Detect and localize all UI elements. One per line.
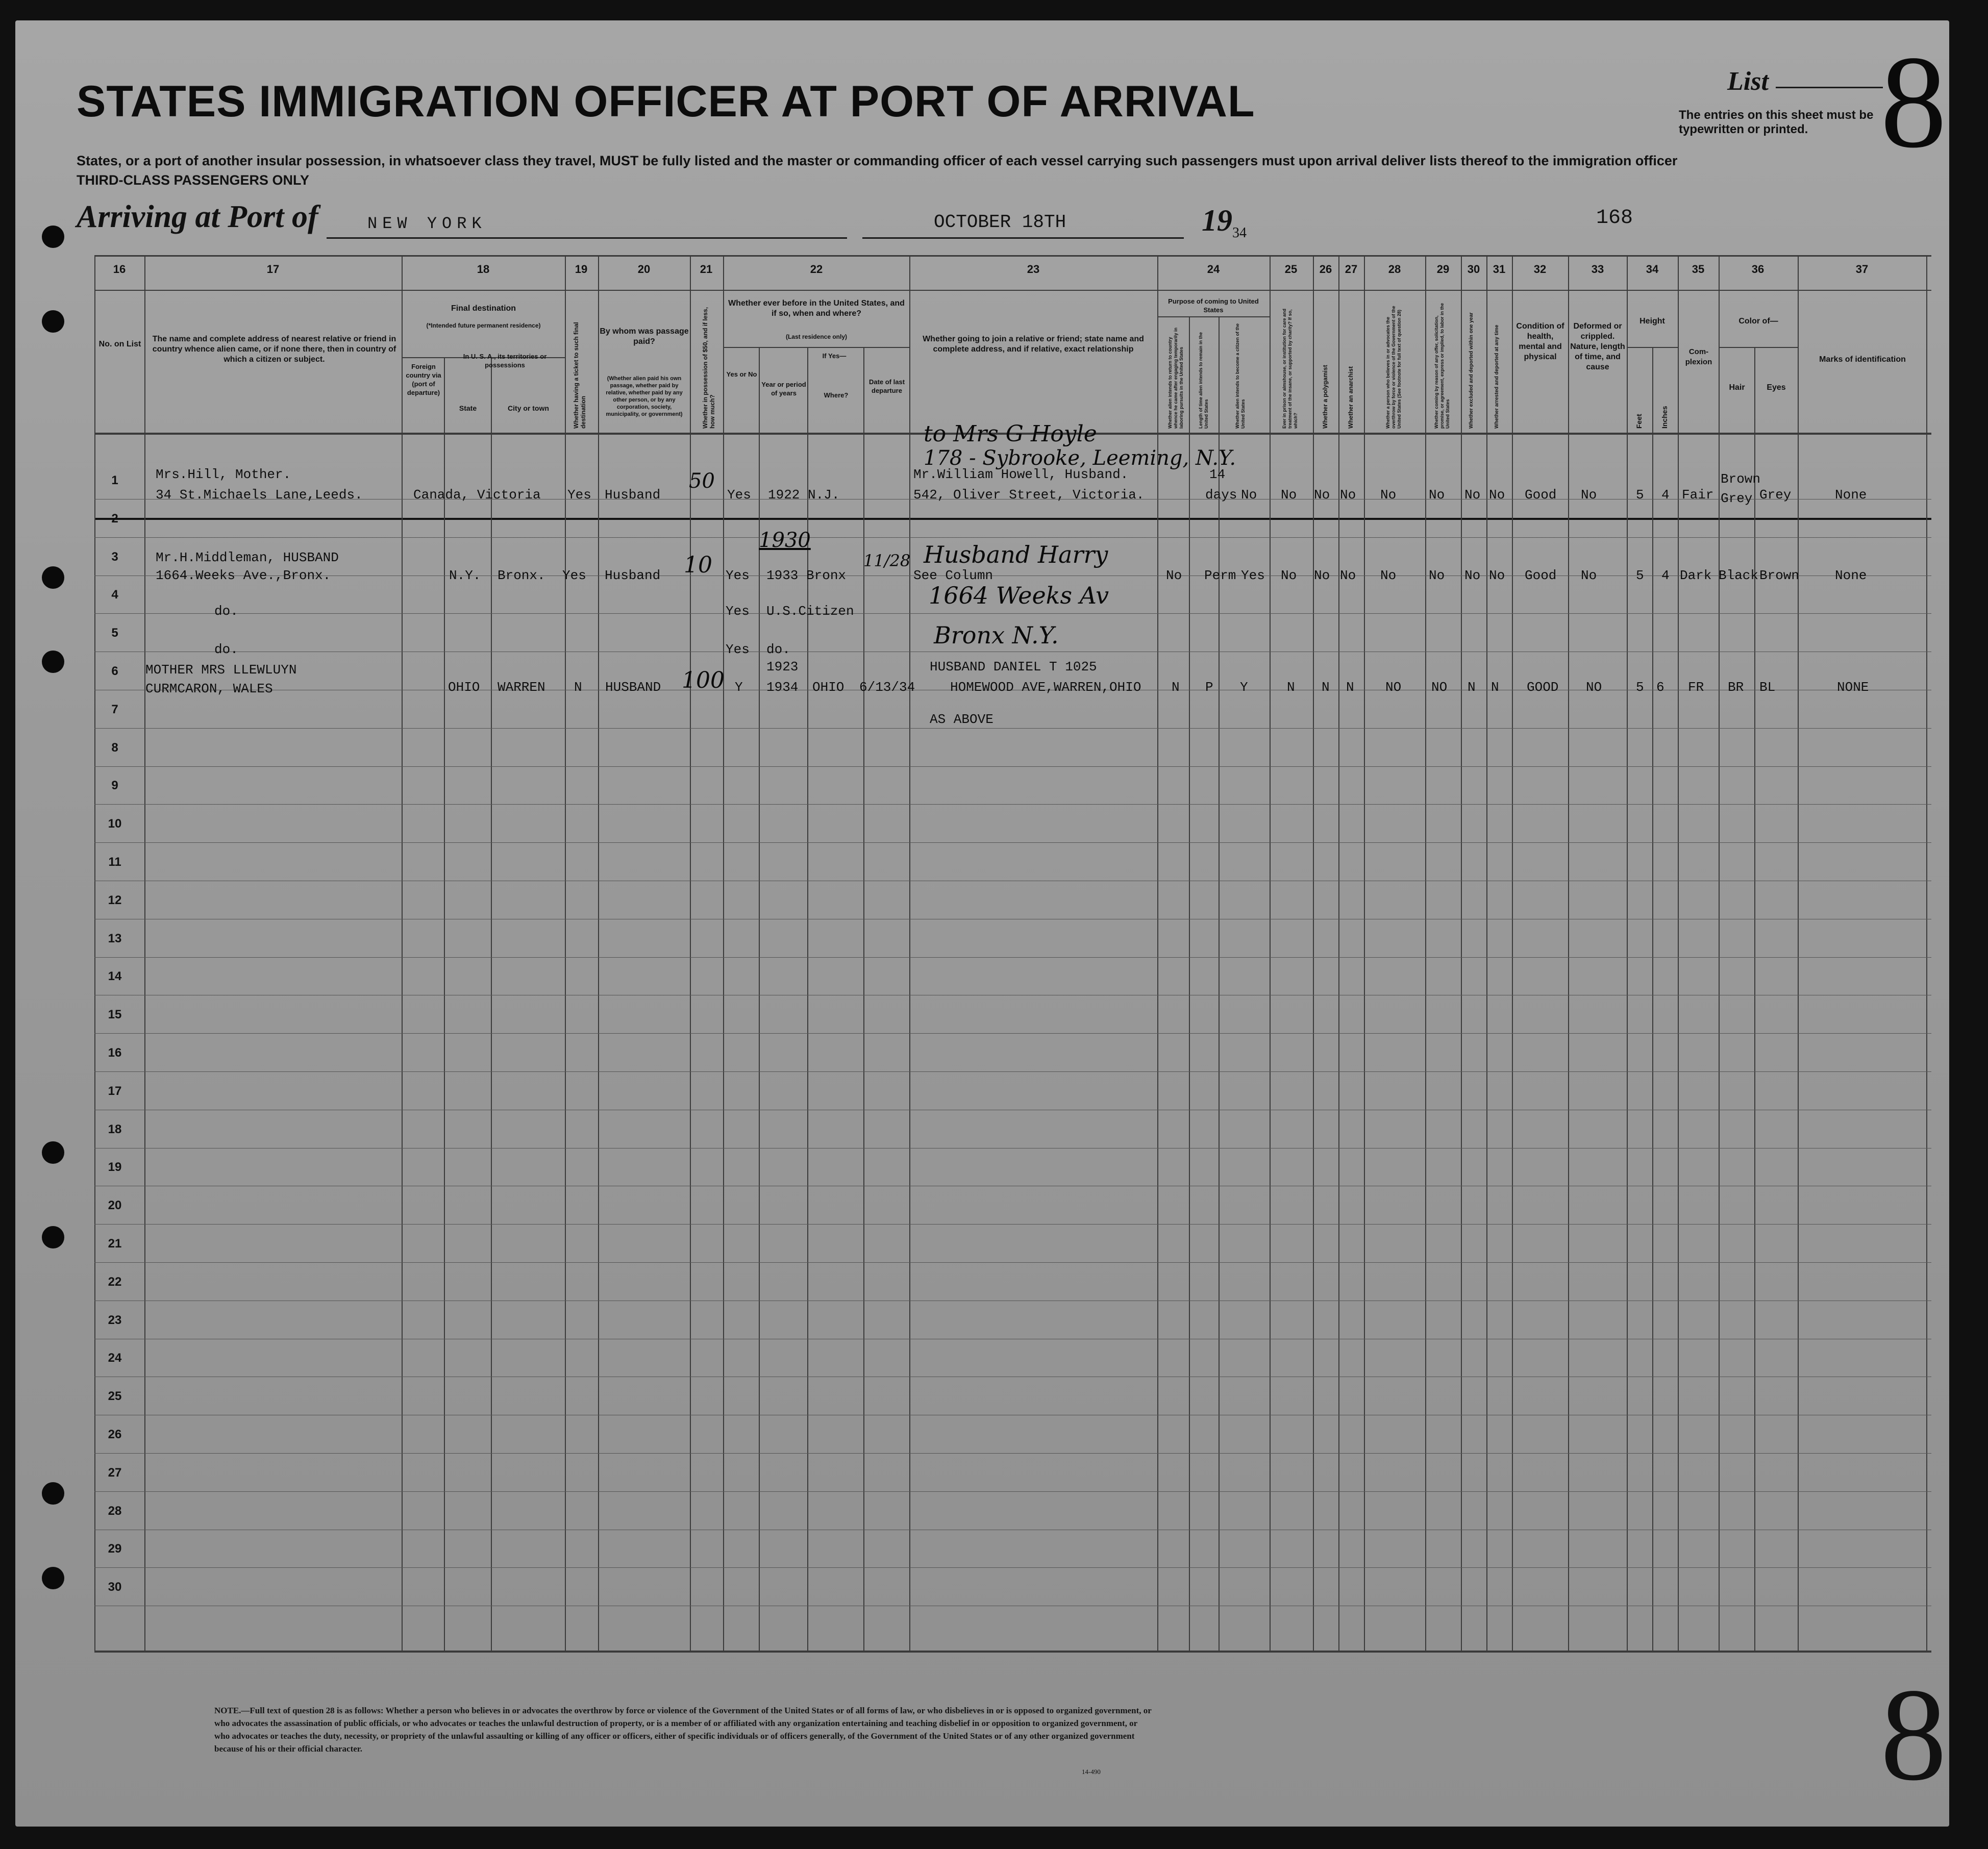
grid-line [94, 290, 1931, 291]
header-complexion: Com-plexion [1685, 347, 1712, 366]
header-q30: Whether excluded and deported within one year [1469, 312, 1474, 429]
list-label: List [1727, 67, 1769, 96]
row1-eyes: Grey [1759, 487, 1792, 503]
header-subtitle: States, or a port of another insular possession, in whatsoever class they travel, MUST be fully listed and the master or commanding officer of each vessel carrying such passengers must upon arrival deliver lists thereof to the immigration officer [77, 153, 1678, 168]
row1-relative-name: Mrs.Hill, Mother. [156, 467, 291, 482]
header-q28: Whether a person who believes in or advocates the overthrow by force or violence of the Government of the United States (See footnote for full text of question 28) [1385, 306, 1402, 429]
row6-join-line1: HUSBAND DANIEL T 1025 [930, 659, 1097, 674]
row1-anarchist: No [1340, 487, 1356, 503]
row4-year: U.S.Citizen [766, 604, 854, 619]
row6-purpose-b: P [1205, 680, 1213, 695]
row1-q30: No [1464, 487, 1481, 503]
row1-hand-join-1: to Mrs G Hoyle [924, 421, 1097, 447]
row1-health: Good [1525, 487, 1557, 503]
row-line [94, 537, 1931, 538]
row3-paid-by: Husband [605, 568, 661, 583]
row5-before: Yes [726, 642, 750, 657]
row6-q28: NO [1385, 680, 1402, 695]
header-year-period: Year or period of years [761, 381, 806, 397]
row-number: 13 [108, 931, 122, 945]
column-number: 17 [266, 263, 280, 276]
row3-relative-address: 1664.Weeks Ave.,Bronx. [156, 568, 331, 583]
row1-hand-join-2: 178 - Sybrooke, Leeming, N.Y. [924, 446, 1236, 470]
row6-hair: BR [1728, 680, 1744, 695]
row3-hand-join-2: 1664 Weeks Av [929, 582, 1109, 609]
row5-year: do. [766, 642, 790, 657]
column-number: 34 [1646, 263, 1659, 276]
row-number: 18 [108, 1122, 122, 1136]
row1-prison: No [1281, 487, 1297, 503]
header-color-of: Color of— [1738, 317, 1778, 326]
grid-line [1652, 347, 1653, 1651]
row3-join-typed: See Column [913, 568, 993, 583]
grid-line [1512, 255, 1513, 1651]
header-money: Whether in possession of $50, and if less, how much? [702, 307, 716, 429]
list-number: 8 [1880, 29, 1947, 176]
grid-line [1568, 255, 1569, 1651]
row-line [94, 1033, 1931, 1034]
row-line [94, 1491, 1931, 1492]
grid-line [1461, 255, 1462, 1651]
row1-feet: 5 [1636, 487, 1644, 503]
row1-join-line2: 542, Oliver Street, Victoria. [913, 487, 1145, 503]
row1-relative-address: 34 St.Michaels Lane,Leeds. [156, 487, 363, 503]
row-number: 16 [108, 1046, 122, 1060]
header-anarchist: Whether an anarchist [1347, 366, 1354, 429]
row3-money: 10 [684, 552, 712, 578]
page-title: STATES IMMIGRATION OFFICER AT PORT OF ARRIVAL [77, 77, 1255, 126]
grid-line [723, 255, 724, 1651]
year-suffix: 34 [1232, 225, 1247, 241]
grid-line [1627, 255, 1628, 1651]
grid-line [1270, 255, 1271, 1651]
row1-year: 1922 N.J. [768, 487, 840, 503]
row3-year: 1933 Bronx [766, 568, 847, 583]
row1-hair: Brown Grey [1721, 471, 1761, 506]
row3-deformed: No [1581, 568, 1597, 583]
row6-state: OHIO [448, 680, 480, 695]
row-number: 12 [108, 893, 122, 907]
grid-line [94, 518, 1931, 520]
row6-join-line2: HOMEWOOD AVE,WARREN,OHIO [950, 680, 1141, 695]
row1-marks: None [1835, 487, 1867, 503]
row3-q30: No [1464, 568, 1481, 583]
row1-before: Yes [727, 487, 751, 503]
row3-purpose-a: No [1166, 568, 1182, 583]
header-date-departure: Date of last departure [868, 378, 905, 394]
grid-line [1627, 347, 1678, 348]
year-prefix: 19 [1202, 204, 1232, 237]
row-line [94, 957, 1931, 958]
header-in-usa: In U. S. A., its territories or possessions [463, 353, 547, 369]
row6-date: 6/13/34 [859, 680, 915, 695]
row3-city: Bronx. [498, 568, 545, 583]
row1-paid-by: Husband [605, 487, 661, 503]
header-yes-no: Yes or No [726, 370, 757, 378]
row1-length-b: days [1205, 487, 1237, 503]
row-number: 28 [108, 1504, 122, 1518]
row-line [94, 1224, 1931, 1225]
page-number: 8 [1880, 1661, 1947, 1808]
row6-city: WARREN [498, 680, 545, 695]
column-number: 25 [1284, 263, 1298, 276]
row4-relative: do. [214, 604, 238, 619]
column-number: 23 [1027, 263, 1040, 276]
row-number: 22 [108, 1275, 122, 1289]
row1-q31: No [1489, 487, 1505, 503]
row-number: 14 [108, 969, 122, 984]
grid-line [94, 1651, 1931, 1653]
header-no-on-list: No. on List [98, 340, 141, 348]
row-number: 27 [108, 1465, 122, 1480]
header-marks: Marks of identification [1819, 355, 1906, 364]
row6-complexion: FR [1688, 680, 1704, 695]
row6-relative-line1: MOTHER MRS LLEWLUYN [145, 662, 297, 678]
row6-health: GOOD [1527, 680, 1559, 695]
header-purpose: Purpose of coming to United States [1168, 297, 1259, 314]
row-number: 30 [108, 1580, 122, 1594]
row6-inches: 6 [1656, 680, 1664, 695]
header-passage-paid: By whom was passage paid? [600, 327, 689, 346]
grid-line [402, 255, 403, 1651]
row1-inches: 4 [1661, 487, 1670, 503]
list-note: The entries on this sheet must be typewritten or printed. [1679, 108, 1874, 136]
grid-line [1719, 255, 1720, 1651]
row6-purpose-a: N [1172, 680, 1180, 695]
grid-line [1425, 255, 1426, 1651]
class-line: THIRD-CLASS PASSENGERS ONLY [77, 172, 310, 188]
row6-money: 100 [682, 667, 725, 693]
header-city: City or town [508, 404, 549, 412]
row1-complexion: Fair [1682, 487, 1714, 503]
row6-anarchist: N [1346, 680, 1354, 695]
row-line [94, 766, 1931, 767]
row6-year-b: 1934 [766, 680, 799, 695]
row-line [94, 1262, 1931, 1263]
row3-hand-join-3: Bronx N.Y. [934, 621, 1059, 649]
header-prison: Ever in prison or almshouse, or institution for care and treatment of the insane, or supported by charity? If so, which? [1282, 308, 1298, 429]
grid-line [1157, 316, 1270, 317]
grid-line [723, 347, 909, 348]
grid-line [863, 347, 864, 1651]
row-number: 25 [108, 1389, 122, 1404]
grid-line [94, 255, 1931, 257]
row-number: 3 [111, 549, 118, 564]
row6-polygamist: N [1322, 680, 1330, 695]
header-inches: Inches [1660, 406, 1669, 429]
row6-eyes: BL [1759, 680, 1776, 695]
row6-q29: NO [1431, 680, 1448, 695]
header-foreign-country: Foreign country via (port of departure) [406, 363, 441, 396]
row1-ticket: Yes [567, 487, 591, 503]
row-number: 7 [111, 702, 118, 716]
row3-purpose-c: Yes [1241, 568, 1265, 583]
header-before-note: (Last residence only) [785, 333, 848, 340]
row3-q31: No [1489, 568, 1505, 583]
column-number: 28 [1388, 263, 1401, 276]
row1-money: 50 [689, 469, 715, 493]
grid-line [1189, 316, 1190, 1651]
row3-polygamist: No [1314, 568, 1330, 583]
grid-line [598, 255, 599, 1651]
row3-q29: No [1429, 568, 1445, 583]
row3-before: Yes [726, 568, 750, 583]
grid-line [1219, 316, 1220, 1651]
grid-line [1754, 347, 1755, 1651]
row-number: 17 [108, 1084, 122, 1098]
header-purpose-b: Length of time alien intends to remain in the United States [1198, 332, 1209, 429]
column-number: 35 [1692, 263, 1705, 276]
grid-line [1678, 255, 1679, 1651]
row6-marks: NONE [1837, 680, 1869, 695]
header-purpose-a: Whether alien intends to return to country whence he came after engaging temporarily in laboring pursuits in the United States [1167, 327, 1184, 429]
column-number: 27 [1345, 263, 1358, 276]
header-final-destination-note: (*Intended future permanent residence) [426, 322, 541, 329]
column-number: 33 [1591, 263, 1604, 276]
row-number: 26 [108, 1428, 122, 1441]
row1-join-line1: Mr.William Howell, Husband. [913, 467, 1129, 482]
column-number: 22 [810, 263, 823, 276]
header-purpose-c: Whether alien intends to become a citizen of the United States [1235, 323, 1246, 429]
row-line [94, 842, 1931, 843]
header-deformed: Deformed or crippled. Nature, length of time, and cause [1570, 322, 1625, 371]
column-number: 16 [113, 263, 126, 276]
row3-complexion: Dark [1680, 568, 1712, 583]
row6-q31: N [1491, 680, 1499, 695]
column-number: 20 [637, 263, 651, 276]
column-number: 19 [575, 263, 588, 276]
form-code: 14-490 [1082, 1768, 1101, 1776]
header-hair: Hair [1729, 383, 1745, 392]
row-line [94, 804, 1931, 805]
row-line [94, 613, 1931, 614]
header-passage-note: (Whether alien paid his own passage, whether paid by relative, whether paid by any other person, or by any corporation, society, municipality, or government) [606, 376, 683, 417]
row1-deformed: No [1581, 487, 1597, 503]
row3-health: Good [1525, 568, 1557, 583]
row-number: 20 [108, 1198, 122, 1213]
row6-ticket: N [574, 680, 582, 695]
row-number: 23 [108, 1313, 122, 1327]
header-q31: Whether arrested and deported at any time [1494, 324, 1500, 429]
row6-paid-by: HUSBAND [605, 680, 661, 695]
row-number: 5 [111, 626, 118, 640]
row3-ticket: Yes [562, 568, 586, 583]
header-joining: Whether going to join a relative or friend; state name and complete address, and if relative, exact relationship [923, 335, 1144, 354]
row-number: 24 [108, 1351, 122, 1365]
grid-line [444, 357, 445, 1651]
row6-where: OHIO [812, 680, 844, 695]
row1-polygamist: No [1314, 487, 1330, 503]
grid-line [1486, 255, 1487, 1651]
row3-inches: 4 [1661, 568, 1670, 583]
grid-line [1313, 255, 1314, 1651]
row6-before: Y [735, 680, 743, 695]
column-number: 36 [1751, 263, 1765, 276]
row-number: 19 [108, 1160, 122, 1175]
row6-relative-line2: CURMCARON, WALES [145, 681, 273, 696]
row5-relative: do. [214, 642, 238, 657]
column-number: 31 [1493, 263, 1506, 276]
header-where: Where? [824, 391, 849, 399]
header-q29: Whether coming by reason of any offer, solicitation, promise, or agreement, express or implied, to labor in the United States [1434, 303, 1450, 429]
grid-line [1364, 255, 1365, 1651]
grid-line [144, 255, 145, 1651]
header-polygamist: Whether a polygamist [1322, 365, 1329, 429]
header-health: Condition of health, mental and physical [1516, 322, 1564, 361]
row-number: 11 [108, 855, 121, 869]
row6-q30: N [1468, 680, 1476, 695]
grid-line [1798, 255, 1799, 1651]
row-number: 6 [111, 664, 118, 678]
row3-marks: None [1835, 568, 1867, 583]
row6-deformed: NO [1586, 680, 1602, 695]
grid-line [690, 255, 691, 1651]
row3-state: N.Y. [449, 568, 481, 583]
row3-year-hand: 1930 [759, 529, 811, 552]
row1-destination: Canada, Victoria [413, 487, 541, 503]
date-value: OCTOBER 18TH [934, 212, 1066, 233]
column-number: 30 [1467, 263, 1480, 276]
row3-anarchist: No [1340, 568, 1356, 583]
column-number: 18 [477, 263, 490, 276]
column-number: 21 [700, 263, 713, 276]
grid-line [94, 255, 95, 1651]
row6-year-a: 1923 [766, 659, 799, 674]
arriving-label: Arriving at Port of [77, 199, 318, 234]
row3-date-hand: 11/28 [863, 551, 911, 570]
row1-length-a: 14 [1209, 467, 1226, 482]
grid-line [909, 255, 910, 1651]
grid-line [1719, 347, 1798, 348]
grid-line [565, 255, 566, 1651]
grid-line [1926, 255, 1927, 1651]
header-state: State [459, 404, 477, 412]
header-height: Height [1639, 317, 1665, 326]
header-feet: Feet [1635, 414, 1643, 429]
grid-line [1338, 255, 1339, 1651]
row3-q28: No [1380, 568, 1397, 583]
row3-eyes: Brown [1759, 568, 1800, 583]
row4-before: Yes [726, 604, 750, 619]
column-number: 29 [1436, 263, 1450, 276]
row3-feet: 5 [1636, 568, 1644, 583]
row-number: 10 [108, 817, 122, 831]
row-line [94, 1071, 1931, 1072]
row1-citizen: No [1241, 487, 1257, 503]
header-relative: The name and complete address of nearest relative or friend in country whence alien came, or if none there, then in country of which a citizen or subject. [152, 335, 396, 364]
column-number: 37 [1855, 263, 1869, 276]
row7-join: AS ABOVE [930, 712, 993, 727]
row6-feet: 5 [1636, 680, 1644, 695]
row-number: 29 [108, 1542, 122, 1556]
row-number: 9 [111, 779, 118, 793]
header-ticket: Whether having a ticket to such final destination [573, 322, 587, 429]
row3-hair: Black [1719, 568, 1759, 583]
header-final-destination: Final destination [451, 304, 516, 313]
header-if-yes: If Yes— [822, 352, 847, 360]
row1-q29: No [1429, 487, 1445, 503]
column-number: 26 [1319, 263, 1332, 276]
row-number: 21 [108, 1237, 122, 1251]
header-before-us: Whether ever before in the United States, and if so, when and where? [728, 299, 905, 318]
row6-purpose-c: Y [1240, 680, 1248, 695]
row-line [94, 1453, 1931, 1454]
column-number: 24 [1207, 263, 1220, 276]
row1-q28: No [1380, 487, 1397, 503]
row3-relative-name: Mr.H.Middleman, HUSBAND [156, 550, 339, 565]
grid-line [491, 357, 492, 1651]
row6-prison: N [1287, 680, 1295, 695]
row3-hand-join-1: Husband Harry [924, 541, 1108, 568]
row-number: 2 [111, 511, 118, 526]
port-value: NEW YORK [367, 214, 487, 233]
sheet-number: 168 [1596, 207, 1633, 230]
row-number: 1 [111, 473, 118, 487]
row-number: 15 [108, 1008, 122, 1022]
row-number: 4 [111, 588, 118, 602]
row-number: 8 [111, 740, 118, 755]
row3-prison: No [1281, 568, 1297, 583]
header-eyes: Eyes [1767, 383, 1786, 392]
row-line [94, 728, 1931, 729]
footnote: NOTE.—Full text of question 28 is as follows: Whether a person who believes in or advocates the overthrow by force or violence of the Government of the United States or of all forms of law, or who disbelieves in or is opposed to organized government, or who advocates the assassination of public officials, or who advocates or teaches the unlawful destruction of property, or is a member of or affiliated with any organization entertaining and teaching disbelief in or opposition to organized government, or who advocates or teaches the duty, necessity, or propriety of the unlawful assaulting or killing of any officer or officers, either of specific individuals or of officers generally, of the Government of the United States or of any other organized government because of his or their official character. [214, 1706, 1152, 1754]
column-number: 32 [1533, 263, 1547, 276]
row3-purpose-b: Perm [1204, 568, 1236, 583]
row-line [94, 1567, 1931, 1568]
